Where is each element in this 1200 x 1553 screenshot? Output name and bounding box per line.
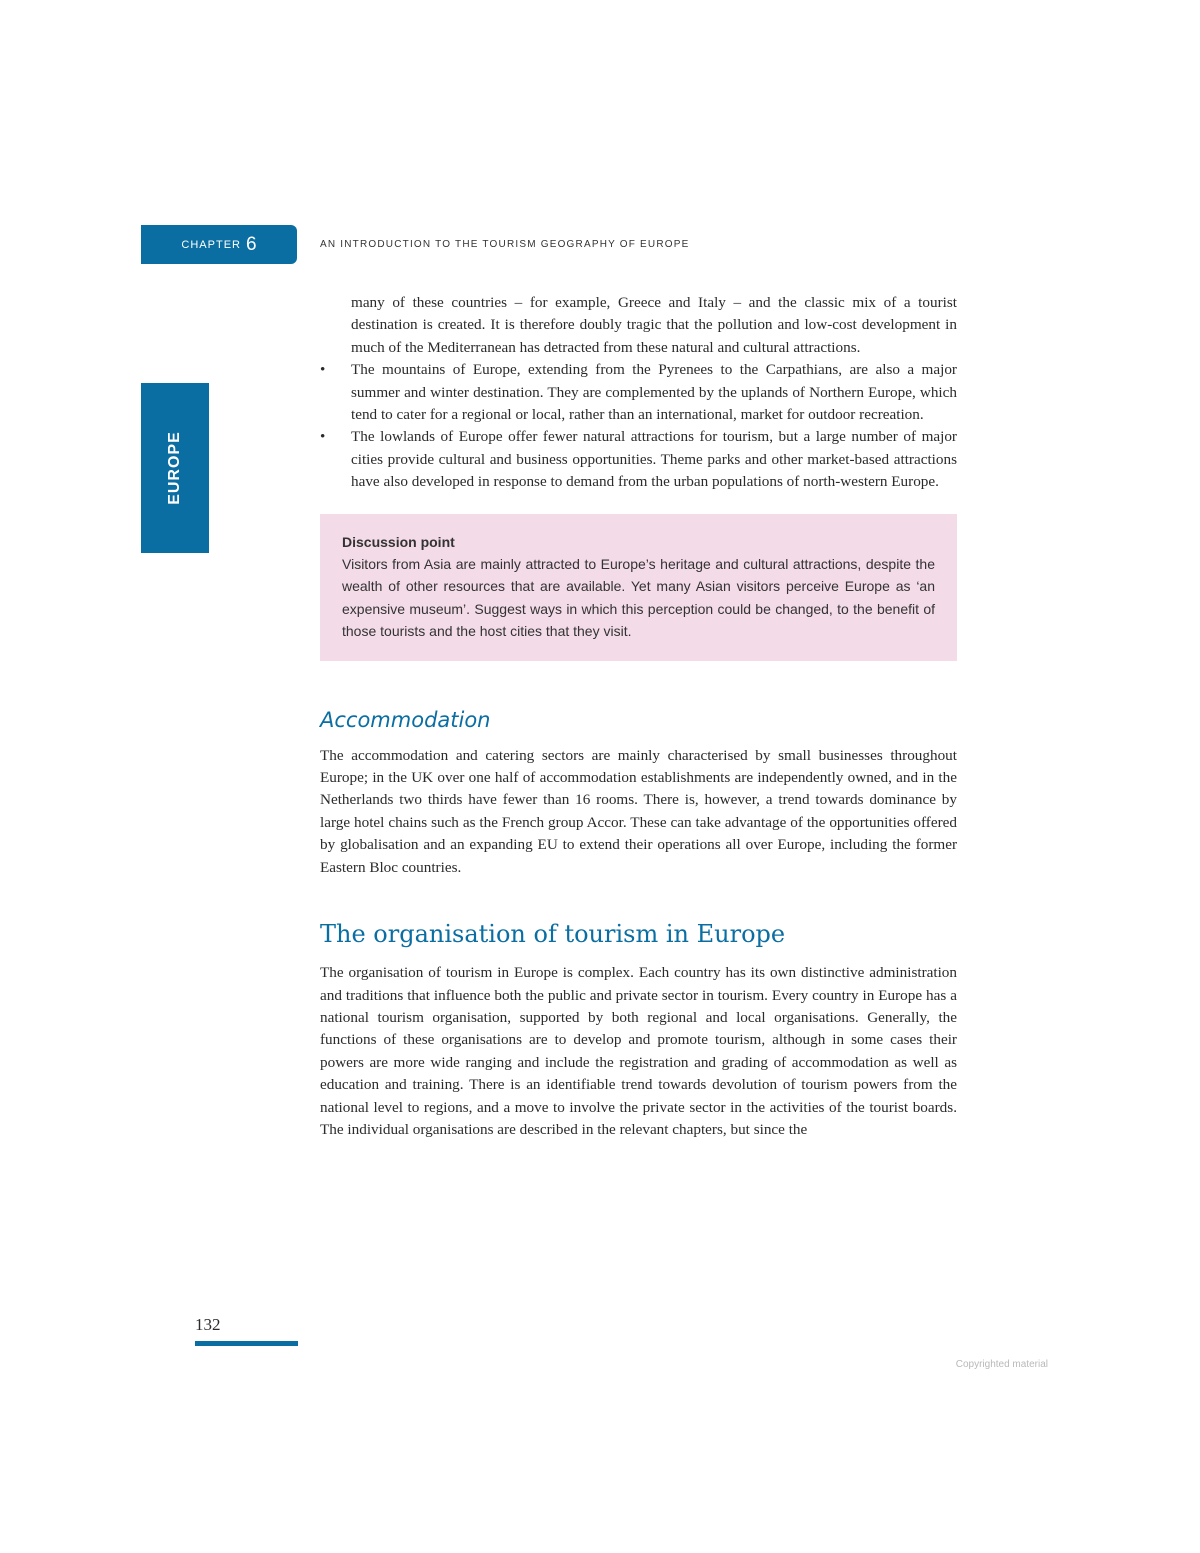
accommodation-paragraph: The accommodation and catering sectors are mainly characterised by small businesses throughout Europe; in the UK over one half of accommodation establishments are independently owned, and in the Netherlands two thirds have fewer than 16 rooms. There is, however, a trend towards dominance by large hotel chains such as the French group Accor. These can take advantage of the opportunities offered by globalisation and an expanding EU to extend their operations all over Europe, including the former Eastern Bloc countries.: [320, 746, 957, 876]
discussion-text: Visitors from Asia are mainly attracted to Europe’s heritage and cultural attractions, despite the wealth of other resources that are available. Yet many Asian visitors perceive Europe as ‘an expensive museum’. Suggest ways in which this perception could be changed, to the benefit of those tourists and the host cities that they visit.: [342, 555, 935, 640]
bullet-marker: •: [320, 428, 326, 446]
chapter-label: CHAPTER: [181, 238, 241, 251]
side-section-label: EUROPE: [166, 431, 184, 505]
organisation-heading: The organisation of tourism in Europe: [320, 920, 786, 949]
discussion-box: [320, 514, 957, 661]
discussion-title: Discussion point: [342, 533, 455, 550]
organisation-paragraph: The organisation of tourism in Europe is complex. Each country has its own distinctive administration and traditions that influence both the public and private sector in tourism. Every country in Europe has a national tourism organisation, supported by both regional and local organisations. Generally, the functions of these organisations are to develop and promote tourism, although in some cases their powers are more wide ranging and include the registration and grading of accommodation as well as education and training. There is an identifiable trend towards devolution of tourism powers from the national level to regions, and a move to involve the private sector in the activities of the tourist boards. The individual organisations are described in the relevant chapters, but since the: [320, 964, 957, 1138]
bullet-marker: •: [320, 361, 326, 379]
bullet-list: [320, 359, 957, 493]
bullet-text: The mountains of Europe, extending from the Pyrenees to the Carpathians, are also a major summer and winter destination. They are complemented by the uplands of Northern Europe, which tend to cater for a regional or local, rather than an international, market for outdoor recreation.: [351, 361, 957, 424]
chapter-tab: [141, 225, 297, 264]
intro-continuation-paragraph: many of these countries – for example, Greece and Italy – and the classic mix of a tourist destination is created. It is therefore doubly tragic that the pollution and low-cost development in much of the Mediterranean has detracted from these natural and cultural attractions.: [351, 294, 957, 356]
copyright-notice: Copyrighted material: [955, 1359, 1048, 1370]
page-number-rule: [195, 1341, 298, 1346]
page-body: [320, 292, 957, 1141]
page-number: 132: [195, 1315, 221, 1334]
bullet-item: [320, 426, 957, 493]
accommodation-heading: Accommodation: [320, 707, 491, 732]
running-title: AN INTRODUCTION TO THE TOURISM GEOGRAPHY OF EUROPE: [320, 239, 690, 250]
side-section-tab: [141, 383, 209, 553]
chapter-number: 6: [245, 233, 257, 255]
bullet-text: The lowlands of Europe offer fewer natural attractions for tourism, but a large number of major cities provide cultural and business opportunities. Theme parks and other market-based attractions have also developed in response to demand from the urban populations of north-western Europe.: [351, 428, 957, 491]
bullet-item: [320, 359, 957, 426]
